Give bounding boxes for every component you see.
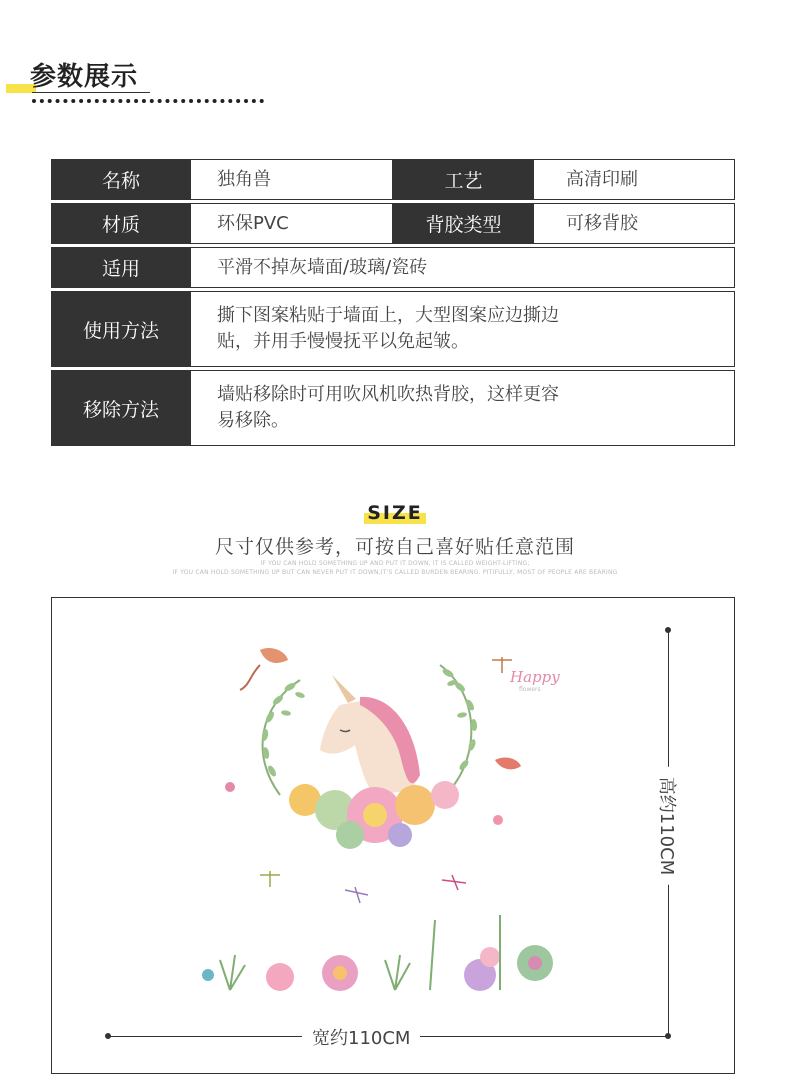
fine-print-2: IF YOU CAN HOLD SOMETHING UP BUT CAN NEVER PUT IT DOWN,IT'S CALLED BURDEN BEARING. PITIFULLY, MOST OF PEOPLE ARE BEARING (172, 569, 618, 576)
spec-row-removal (51, 370, 735, 446)
spec-value-name: 独角兽 (191, 159, 393, 200)
spec-value-removal (191, 370, 735, 446)
height-top-dot (665, 627, 671, 633)
spec-key-removal: 移除方法 (51, 370, 191, 446)
removal-line-1: 墙贴移除时可用吹风机吹热背胶，这样更容 (217, 384, 559, 405)
spec-value-craft: 高清印刷 (534, 159, 735, 200)
usage-line-2: 贴，并用手慢慢抚平以免起皱。 (217, 331, 469, 352)
corner-dot (665, 1033, 671, 1039)
removal-line-2: 易移除。 (217, 410, 289, 431)
spec-key-material: 材质 (51, 203, 191, 244)
fine-print-1: IF YOU CAN HOLD SOMETHING UP AND PUT IT DOWN, IT IS CALLED WEIGHT-LIFTING; (260, 560, 530, 567)
spec-row-applicable (51, 247, 735, 288)
spec-key-name: 名称 (51, 159, 191, 200)
spec-key-usage: 使用方法 (51, 291, 191, 367)
spec-row-usage (51, 291, 735, 367)
spec-key-craft: 工艺 (393, 159, 534, 200)
happy-text: Happy (510, 668, 560, 686)
width-left-dot (105, 1033, 111, 1039)
unicorn-illustration (190, 625, 560, 1005)
spec-value-material: 环保PVC (191, 203, 393, 244)
usage-line-1: 撕下图案粘贴于墙面上，大型图案应边撕边 (217, 305, 559, 326)
spec-key-adhesive: 背胶类型 (393, 203, 534, 244)
dotted-divider (32, 99, 264, 103)
spec-key-applicable: 适用 (51, 247, 191, 288)
size-subtitle: 尺寸仅供参考，可按自己喜好贴任意范围 (214, 536, 575, 558)
spec-row-material (51, 203, 735, 244)
title-underline (32, 92, 150, 93)
spec-row-name (51, 159, 735, 200)
flowers-text: flowers (519, 686, 541, 693)
section-title: 参数展示 (30, 62, 139, 92)
width-label: 宽约110CM (302, 1024, 420, 1050)
spec-value-applicable: 平滑不掉灰墙面/玻璃/瓷砖 (191, 247, 735, 288)
height-label: 高约110CM (655, 767, 681, 885)
spec-value-adhesive: 可移背胶 (534, 203, 735, 244)
size-title: SIZE (367, 502, 423, 524)
spec-value-usage (191, 291, 735, 367)
